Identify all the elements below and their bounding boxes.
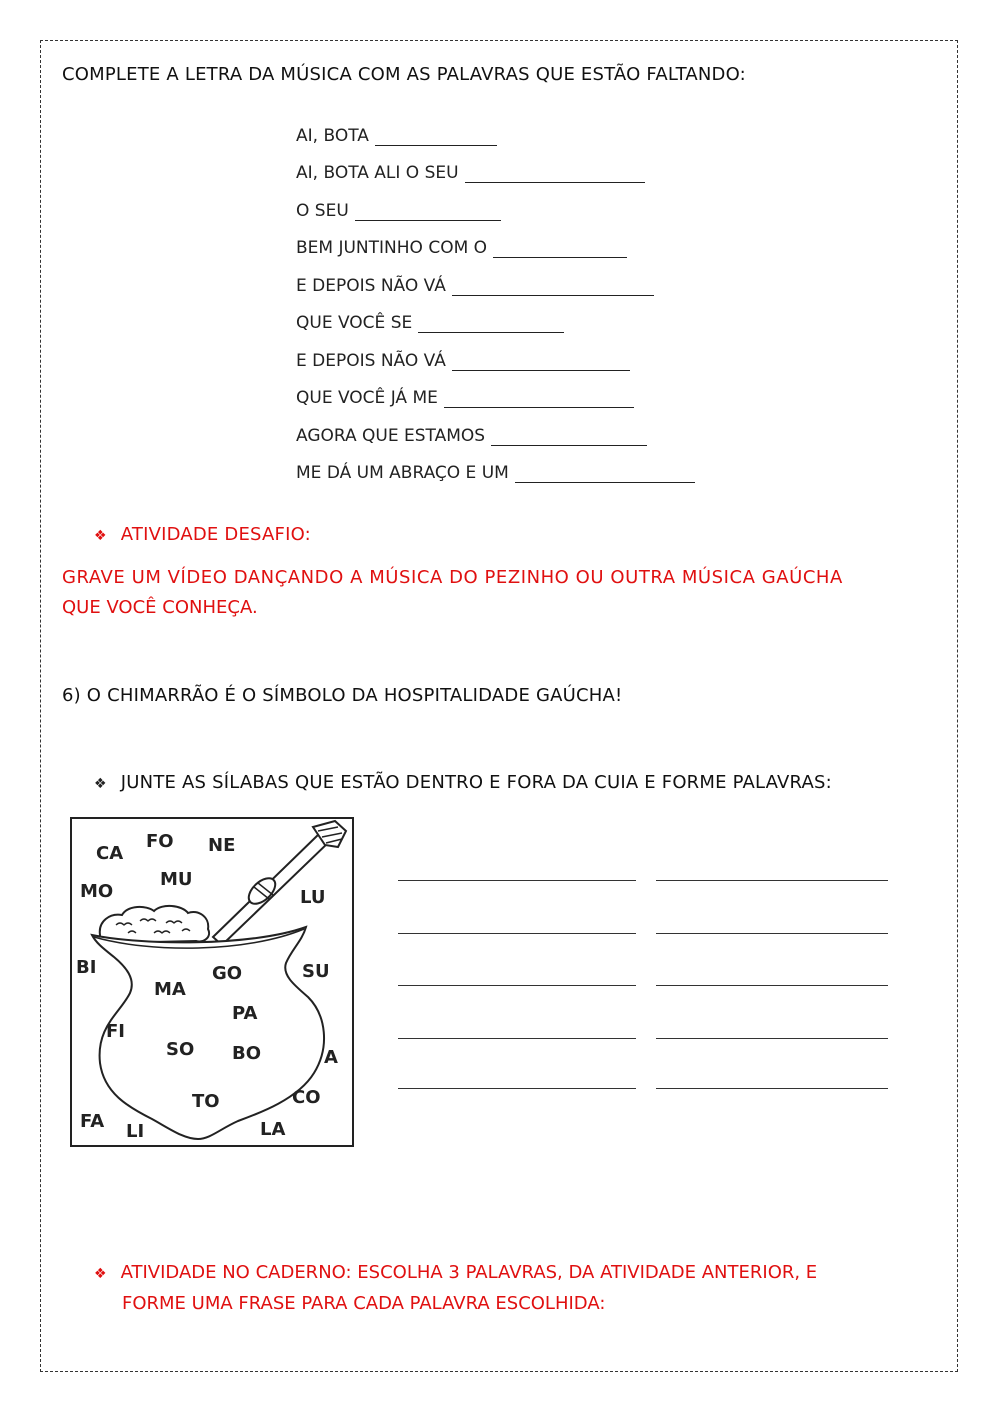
lyric-line-9: AGORA QUE ESTAMOS: [296, 426, 647, 446]
lyric-line-8: QUE VOCÊ JÁ ME: [296, 388, 634, 408]
syllable: LI: [126, 1121, 145, 1142]
answer-line[interactable]: [398, 933, 636, 934]
lyric-line-6: QUE VOCÊ SE: [296, 313, 564, 333]
syllable: CA: [96, 843, 124, 864]
lyric-line-10: ME DÁ UM ABRAÇO E UM: [296, 463, 695, 483]
answer-line[interactable]: [656, 985, 888, 986]
syllable: MU: [160, 869, 193, 890]
syllables-instruction-row: [94, 772, 832, 793]
answer-line[interactable]: [398, 985, 636, 986]
answer-line[interactable]: [656, 933, 888, 934]
notebook-activity-line2: FORME UMA FRASE PARA CADA PALAVRA ESCOLHIDA:: [122, 1293, 606, 1314]
syllables-instruction: JUNTE AS SÍLABAS QUE ESTÃO DENTRO E FORA DA CUIA E FORME PALAVRAS:: [120, 772, 832, 793]
lyric-line-4: BEM JUNTINHO COM O: [296, 238, 627, 258]
diamond-bullet-icon: ❖: [94, 528, 107, 544]
syllable: PA: [232, 1003, 258, 1024]
challenge-body-line1: GRAVE UM VÍDEO DANÇANDO A MÚSICA DO PEZINHO OU OUTRA MÚSICA GAÚCHA: [62, 567, 843, 588]
syllable: LA: [260, 1119, 286, 1140]
lyric-line-5: E DEPOIS NÃO VÁ: [296, 276, 654, 296]
syllable: MO: [80, 881, 114, 902]
blank-5[interactable]: [452, 281, 654, 296]
syllable: BI: [76, 957, 97, 978]
blank-2[interactable]: [465, 168, 645, 183]
syllable: FA: [80, 1111, 105, 1132]
answer-line[interactable]: [398, 1038, 636, 1039]
syllable: MA: [154, 979, 186, 1000]
diamond-bullet-icon: ❖: [94, 1266, 107, 1282]
syllable: SU: [302, 961, 330, 982]
lyric-line-7: E DEPOIS NÃO VÁ: [296, 351, 630, 371]
challenge-body: [62, 563, 938, 623]
instruction-top: COMPLETE A LETRA DA MÚSICA COM AS PALAVRAS QUE ESTÃO FALTANDO:: [62, 64, 746, 85]
syllable: CO: [292, 1087, 321, 1108]
notebook-activity-line1: ATIVIDADE NO CADERNO: ESCOLHA 3 PALAVRAS, DA ATIVIDADE ANTERIOR, E: [120, 1262, 818, 1283]
blank-6[interactable]: [418, 318, 564, 333]
challenge-heading-row: [94, 524, 311, 545]
answer-line[interactable]: [398, 1088, 636, 1089]
blank-3[interactable]: [355, 206, 501, 221]
blank-7[interactable]: [452, 356, 630, 371]
challenge-body-line2: QUE VOCÊ CONHEÇA.: [62, 597, 258, 618]
answer-line[interactable]: [656, 1088, 888, 1089]
blank-9[interactable]: [491, 431, 647, 446]
question-6: 6) O CHIMARRÃO É O SÍMBOLO DA HOSPITALIDADE GAÚCHA!: [62, 685, 623, 706]
syllable: BO: [232, 1043, 262, 1064]
diamond-bullet-icon: ❖: [94, 776, 107, 792]
cuia-illustration: [70, 817, 355, 1148]
syllable: SO: [166, 1039, 195, 1060]
answer-line[interactable]: [656, 880, 888, 881]
blank-4[interactable]: [493, 243, 627, 258]
notebook-activity: [94, 1258, 944, 1319]
syllable: A: [324, 1047, 338, 1068]
blank-8[interactable]: [444, 393, 634, 408]
syllable: TO: [192, 1091, 220, 1112]
syllable: LU: [300, 887, 326, 908]
blank-10[interactable]: [515, 468, 695, 483]
lyric-line-1: AI, BOTA: [296, 126, 497, 146]
syllable: NE: [208, 835, 236, 856]
lyric-line-3: O SEU: [296, 201, 501, 221]
lyric-line-2: AI, BOTA ALI O SEU: [296, 163, 645, 183]
syllable: FI: [106, 1021, 125, 1042]
syllable: FO: [146, 831, 174, 852]
challenge-heading: ATIVIDADE DESAFIO:: [120, 524, 311, 545]
answer-line[interactable]: [398, 880, 636, 881]
answer-line[interactable]: [656, 1038, 888, 1039]
blank-1[interactable]: [375, 131, 497, 146]
syllable: GO: [212, 963, 243, 984]
